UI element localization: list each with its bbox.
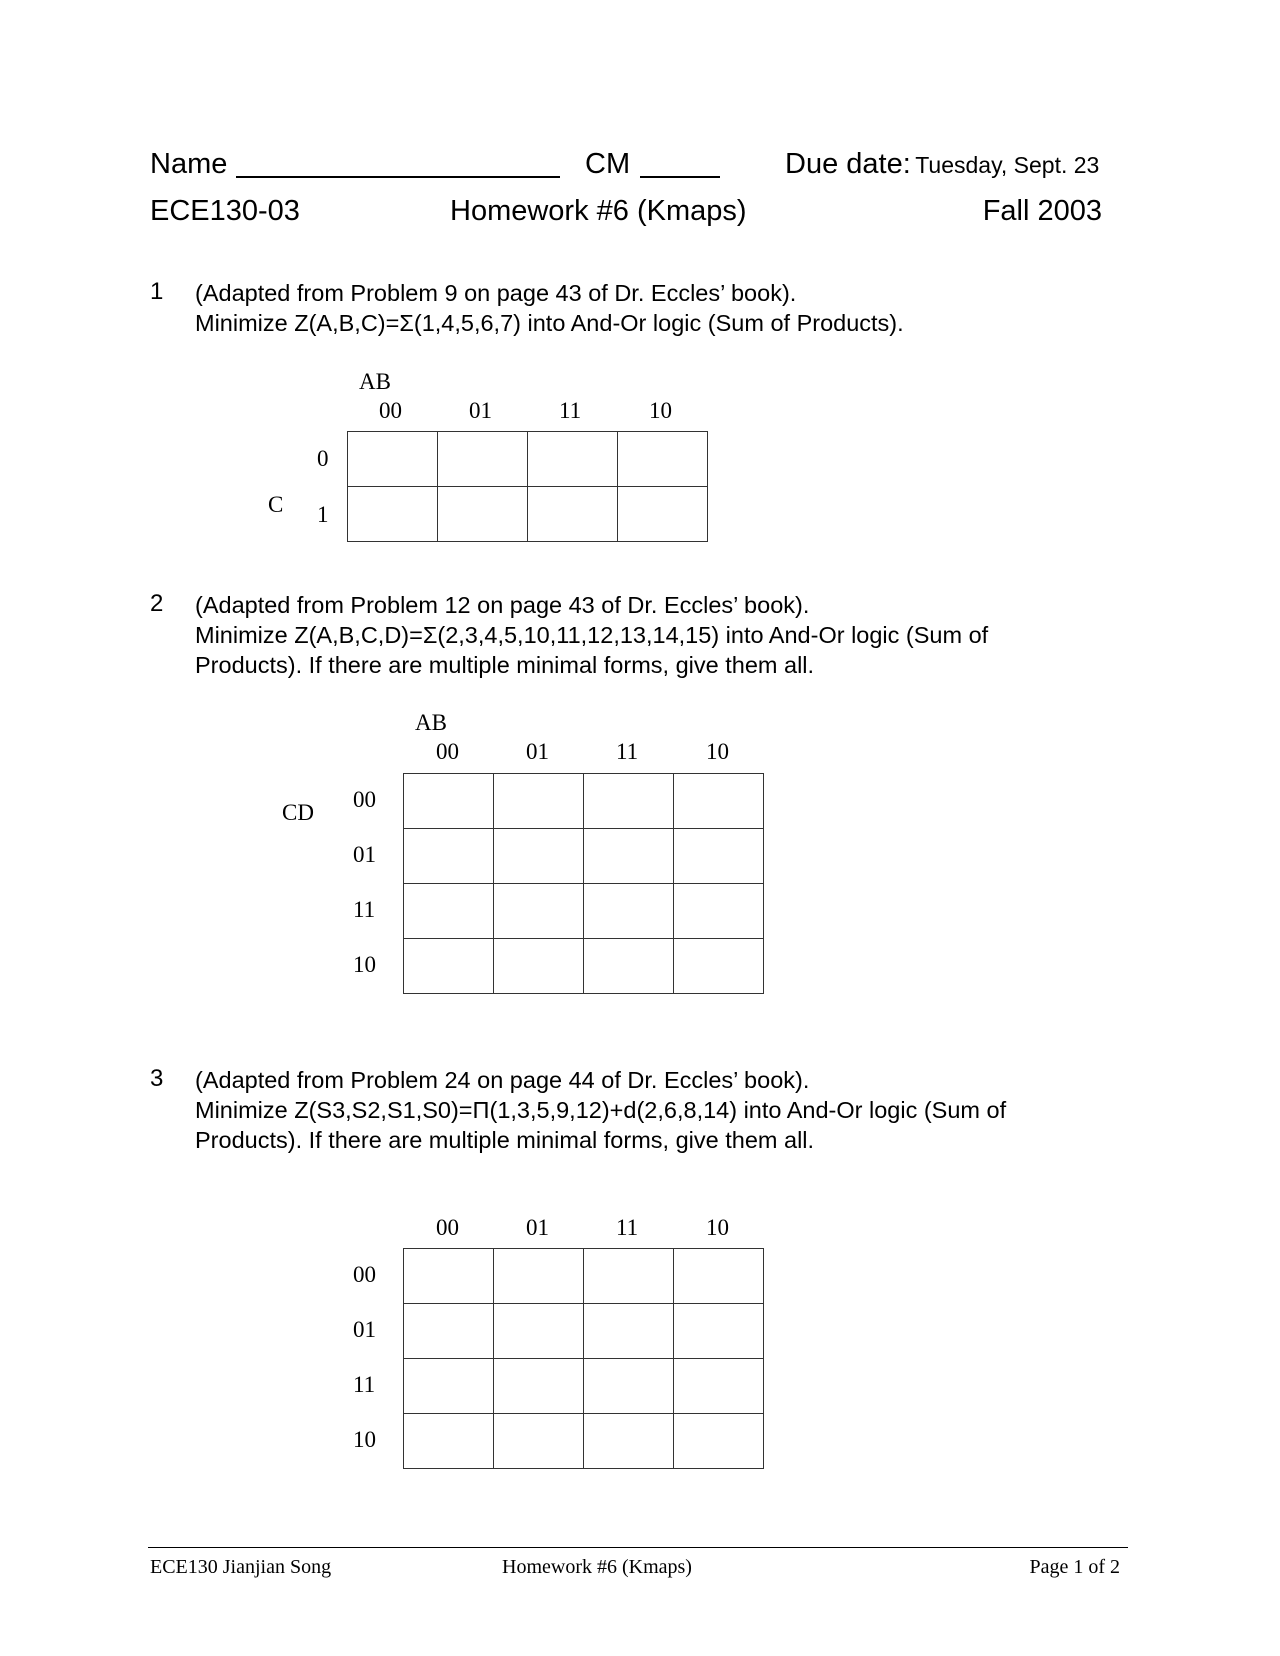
- name-blank[interactable]: [236, 154, 560, 178]
- footer-center: Homework #6 (Kmaps): [502, 1556, 692, 1578]
- problem-3-line-2: Minimize Z(S3,S2,S1,S0)=Π(1,3,5,9,12)+d(2,6,8,14) into And-Or logic (Sum of: [195, 1097, 1007, 1123]
- footer-left: ECE130 Jianjian Song: [150, 1556, 332, 1578]
- kmap-cell[interactable]: [494, 884, 584, 939]
- due-value: Tuesday, Sept. 23: [915, 152, 1100, 178]
- problem-1-number: 1: [150, 278, 164, 305]
- kmap-cell[interactable]: [584, 1414, 674, 1469]
- kmap-cell[interactable]: [494, 939, 584, 994]
- kmap1-col-label: 01: [469, 398, 492, 423]
- due-label: Due date:: [785, 148, 911, 180]
- kmap2-row-label: 00: [353, 787, 376, 812]
- problem-3-line-1: (Adapted from Problem 24 on page 44 of Dr. Eccles’ book).: [195, 1067, 810, 1093]
- term: Fall 2003: [982, 195, 1102, 227]
- kmap-cell[interactable]: [404, 774, 494, 829]
- due-date: [785, 148, 1099, 181]
- kmap-cell[interactable]: [674, 829, 764, 884]
- kmap2-row-label: 11: [353, 897, 376, 922]
- kmap2-col-label: 00: [436, 739, 459, 764]
- kmap-cell[interactable]: [674, 1414, 764, 1469]
- kmap-cell[interactable]: [584, 939, 674, 994]
- problem-3-text: [195, 1065, 1006, 1155]
- kmap-cell[interactable]: [584, 884, 674, 939]
- kmap-cell[interactable]: [404, 939, 494, 994]
- kmap3-row-label: 00: [353, 1262, 376, 1287]
- problem-2-line-3: Products). If there are multiple minimal forms, give them all.: [195, 652, 815, 678]
- kmap-2-grid: [403, 773, 764, 994]
- kmap-cell[interactable]: [674, 1359, 764, 1414]
- kmap-cell[interactable]: [674, 939, 764, 994]
- kmap1-row-label: 1: [317, 502, 329, 527]
- kmap-cell[interactable]: [674, 1249, 764, 1304]
- kmap-cell[interactable]: [528, 487, 618, 542]
- kmap2-col-label: 10: [706, 739, 729, 764]
- kmap3-row-label: 11: [353, 1372, 376, 1397]
- kmap-cell[interactable]: [584, 1249, 674, 1304]
- kmap1-col-label: 00: [379, 398, 402, 423]
- name-label: Name: [150, 148, 228, 180]
- footer-divider: [148, 1547, 1128, 1548]
- kmap-cell[interactable]: [674, 1304, 764, 1359]
- kmap-cell[interactable]: [404, 884, 494, 939]
- kmap-cell[interactable]: [348, 432, 438, 487]
- kmap-cell[interactable]: [584, 829, 674, 884]
- problem-3-line-3: Products). If there are multiple minimal forms, give them all.: [195, 1127, 815, 1153]
- kmap-cell[interactable]: [494, 1414, 584, 1469]
- kmap-cell[interactable]: [404, 1304, 494, 1359]
- kmap2-col-label: 01: [526, 739, 549, 764]
- kmap-cell[interactable]: [438, 432, 528, 487]
- problem-2-line-1: (Adapted from Problem 12 on page 43 of Dr. Eccles’ book).: [195, 592, 810, 618]
- kmap-cell[interactable]: [494, 1359, 584, 1414]
- kmap-cell[interactable]: [674, 884, 764, 939]
- kmap-cell[interactable]: [494, 1304, 584, 1359]
- kmap-cell[interactable]: [584, 1359, 674, 1414]
- kmap2-row-label: 10: [353, 952, 376, 977]
- kmap-cell[interactable]: [494, 829, 584, 884]
- assignment-title: Homework #6 (Kmaps): [450, 195, 747, 227]
- problem-1-line-2: Minimize Z(A,B,C)=Σ(1,4,5,6,7) into And-Or logic (Sum of Products).: [195, 310, 904, 336]
- kmap1-col-label: 10: [649, 398, 672, 423]
- kmap-1-grid: [347, 431, 708, 542]
- kmap1-row-var: C: [268, 492, 284, 517]
- kmap-cell[interactable]: [584, 774, 674, 829]
- kmap-cell[interactable]: [618, 487, 708, 542]
- kmap3-col-label: 11: [616, 1215, 639, 1240]
- kmap-cell[interactable]: [348, 487, 438, 542]
- kmap-3-grid: [403, 1248, 764, 1469]
- kmap1-row-label: 0: [317, 446, 329, 471]
- kmap2-row-var: CD: [282, 800, 314, 825]
- kmap3-row-label: 01: [353, 1317, 376, 1342]
- kmap-cell[interactable]: [618, 432, 708, 487]
- kmap3-col-label: 10: [706, 1215, 729, 1240]
- kmap2-col-var: AB: [415, 710, 447, 735]
- problem-1-line-1: (Adapted from Problem 9 on page 43 of Dr. Eccles’ book).: [195, 280, 797, 306]
- problem-2-text: [195, 590, 988, 680]
- kmap-cell[interactable]: [584, 1304, 674, 1359]
- kmap-cell[interactable]: [404, 829, 494, 884]
- cm-blank[interactable]: [640, 154, 720, 178]
- kmap3-col-label: 01: [526, 1215, 549, 1240]
- kmap-cell[interactable]: [404, 1249, 494, 1304]
- kmap-cell[interactable]: [674, 774, 764, 829]
- kmap-cell[interactable]: [494, 774, 584, 829]
- cm-label: CM: [585, 148, 631, 180]
- kmap-cell[interactable]: [494, 1249, 584, 1304]
- kmap-cell[interactable]: [404, 1414, 494, 1469]
- kmap1-col-label: 11: [559, 398, 582, 423]
- kmap2-row-label: 01: [353, 842, 376, 867]
- problem-2-line-2: Minimize Z(A,B,C,D)=Σ(2,3,4,5,10,11,12,13,14,15) into And-Or logic (Sum of: [195, 622, 989, 648]
- footer-page-number: Page 1 of 2: [1029, 1556, 1120, 1578]
- kmap-cell[interactable]: [528, 432, 618, 487]
- kmap3-row-label: 10: [353, 1427, 376, 1452]
- problem-3-number: 3: [150, 1065, 164, 1092]
- problem-1-text: [195, 278, 904, 338]
- course-code: ECE130-03: [150, 195, 300, 227]
- kmap2-col-label: 11: [616, 739, 639, 764]
- kmap-cell[interactable]: [438, 487, 528, 542]
- problem-2-number: 2: [150, 590, 164, 617]
- kmap3-col-label: 00: [436, 1215, 459, 1240]
- kmap1-col-var: AB: [359, 369, 391, 394]
- kmap-cell[interactable]: [404, 1359, 494, 1414]
